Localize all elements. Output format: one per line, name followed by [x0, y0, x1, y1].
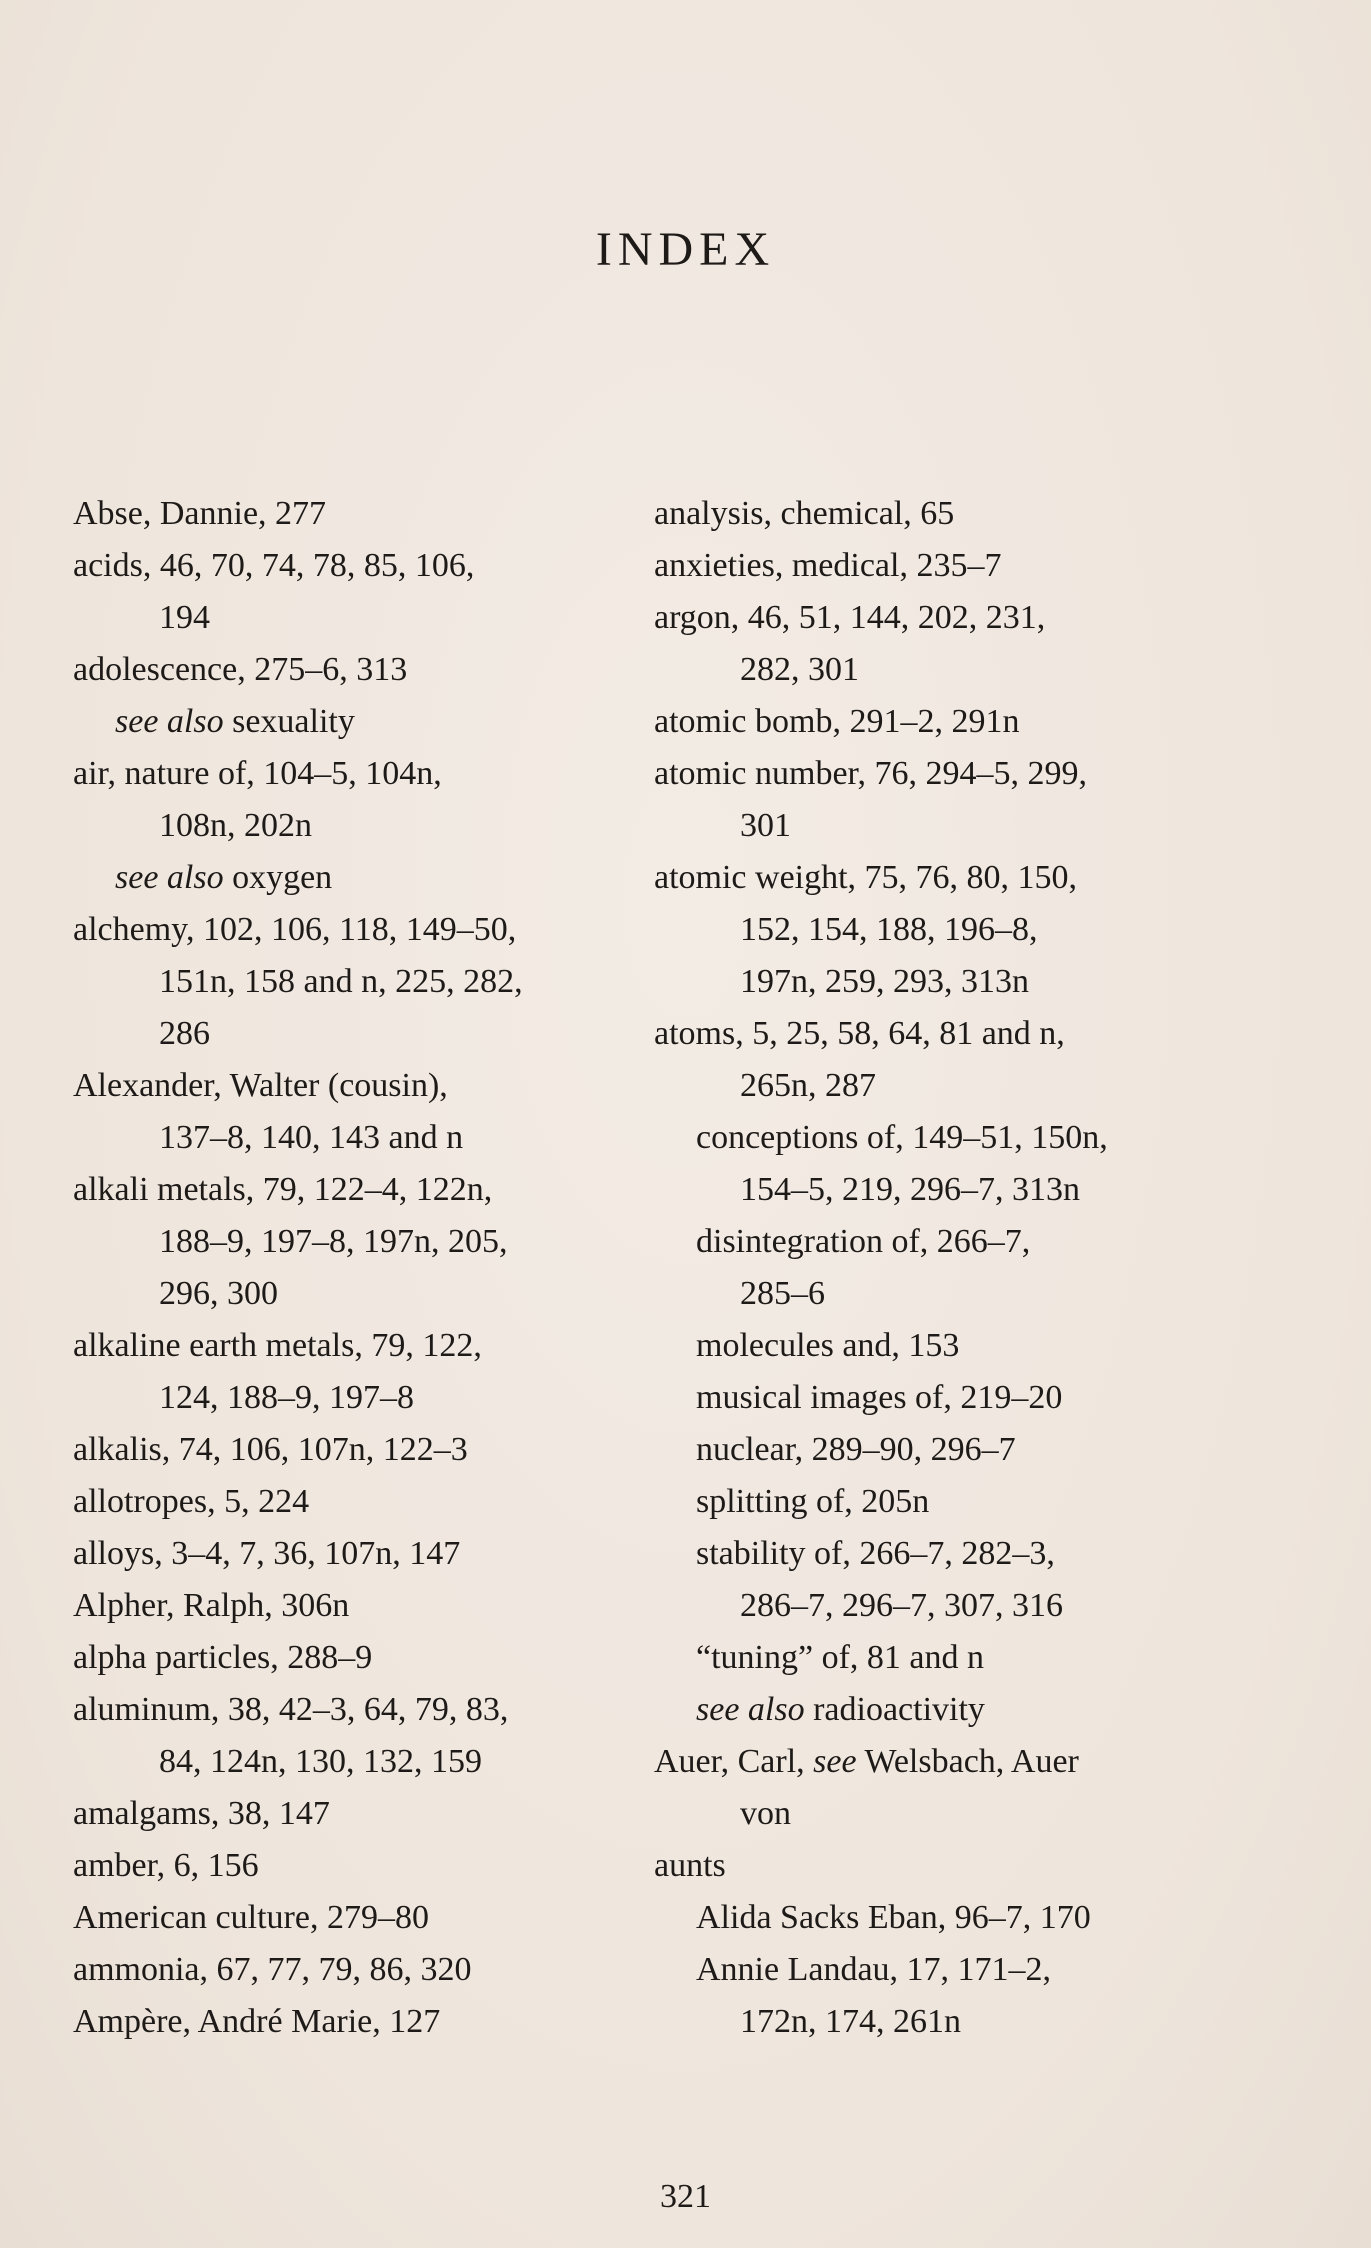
entry-text: American culture, 279–80: [73, 1899, 429, 1936]
index-entry-line: [73, 1996, 653, 2048]
entry-text: 152, 154, 188, 196–8,: [740, 911, 1038, 948]
entry-text: allotropes, 5, 224: [73, 1483, 310, 1520]
entry-text: oxygen: [223, 859, 333, 896]
index-entry-line: [654, 1164, 1294, 1216]
index-entry-line: [654, 592, 1294, 644]
index-entry-line: [73, 1632, 653, 1684]
entry-text: 197n, 259, 293, 313n: [740, 963, 1029, 1000]
entry-text: atomic number, 76, 294–5, 299,: [654, 755, 1088, 792]
index-entry-line: [654, 1372, 1294, 1424]
index-entry-line: [654, 1684, 1294, 1736]
index-entry-line: [73, 592, 653, 644]
entry-text: radioactivity: [804, 1691, 985, 1728]
entry-text: 151n, 158 and n, 225, 282,: [159, 963, 523, 1000]
index-entry-line: [73, 1320, 653, 1372]
index-entry-line: [654, 1788, 1294, 1840]
index-entry-line: [73, 1528, 653, 1580]
index-entry-line: [73, 1684, 653, 1736]
index-entry-line: [654, 488, 1294, 540]
entry-text: Ampère, André Marie, 127: [73, 2003, 441, 2040]
entry-text: conceptions of, 149–51, 150n,: [696, 1119, 1108, 1156]
index-entry-line: [654, 1216, 1294, 1268]
entry-text: aluminum, 38, 42–3, 64, 79, 83,: [73, 1691, 509, 1728]
entry-text: 84, 124n, 130, 132, 159: [159, 1743, 482, 1780]
entry-text: alkali metals, 79, 122–4, 122n,: [73, 1171, 493, 1208]
entry-text: 285–6: [740, 1275, 825, 1312]
index-entry-line: [654, 1268, 1294, 1320]
index-entry-line: [73, 852, 653, 904]
entry-text: atoms, 5, 25, 58, 64, 81 and n,: [654, 1015, 1065, 1052]
index-entry-line: [73, 1944, 653, 1996]
entry-text: 172n, 174, 261n: [740, 2003, 961, 2040]
entry-text: atomic bomb, 291–2, 291n: [654, 703, 1020, 740]
entry-text: 137–8, 140, 143 and n: [159, 1119, 464, 1156]
entry-text: 188–9, 197–8, 197n, 205,: [159, 1223, 508, 1260]
index-entry-line: [73, 1736, 653, 1788]
index-entry-line: [73, 1268, 653, 1320]
index-entry-line: [654, 1840, 1294, 1892]
entry-text: molecules and, 153: [696, 1327, 960, 1364]
entry-text: Abse, Dannie, 277: [73, 495, 327, 532]
index-entry-line: [73, 1164, 653, 1216]
index-entry-line: [654, 1320, 1294, 1372]
entry-text: splitting of, 205n: [696, 1483, 930, 1520]
entry-text: Welsbach, Auer: [856, 1743, 1079, 1780]
entry-text: 108n, 202n: [159, 807, 312, 844]
entry-text: amber, 6, 156: [73, 1847, 259, 1884]
entry-text: 286–7, 296–7, 307, 316: [740, 1587, 1063, 1624]
entry-text: alkaline earth metals, 79, 122,: [73, 1327, 482, 1364]
entry-text: 282, 301: [740, 651, 859, 688]
entry-text: 296, 300: [159, 1275, 278, 1312]
index-entry-line: [73, 696, 653, 748]
index-entry-line: [654, 1424, 1294, 1476]
entry-text: analysis, chemical, 65: [654, 495, 955, 532]
index-column-left: [73, 488, 653, 2048]
entry-text: air, nature of, 104–5, 104n,: [73, 755, 442, 792]
entry-text: stability of, 266–7, 282–3,: [696, 1535, 1055, 1572]
entry-text: Alida Sacks Eban, 96–7, 170: [696, 1899, 1091, 1936]
index-entry-line: [654, 644, 1294, 696]
index-entry-line: [73, 1112, 653, 1164]
cross-reference-label: see also: [115, 859, 224, 896]
entry-text: 124, 188–9, 197–8: [159, 1379, 414, 1416]
index-entry-line: [73, 748, 653, 800]
entry-text: 265n, 287: [740, 1067, 876, 1104]
index-entry-line: [654, 1476, 1294, 1528]
entry-text: Alexander, Walter (cousin),: [73, 1067, 448, 1104]
index-entry-line: [654, 1112, 1294, 1164]
entry-text: acids, 46, 70, 74, 78, 85, 106,: [73, 547, 475, 584]
cross-reference-label: see: [813, 1743, 857, 1780]
entry-text: 301: [740, 807, 791, 844]
index-entry-line: [73, 1008, 653, 1060]
index-entry-line: [654, 1528, 1294, 1580]
page-number: 321: [660, 2178, 711, 2215]
entry-text: alpha particles, 288–9: [73, 1639, 373, 1676]
entry-text: nuclear, 289–90, 296–7: [696, 1431, 1016, 1468]
index-entry-line: [654, 904, 1294, 956]
index-entry-line: [73, 1788, 653, 1840]
index-entry-line: [654, 1944, 1294, 1996]
index-entry-line: [654, 852, 1294, 904]
entry-text: adolescence, 275–6, 313: [73, 651, 408, 688]
index-column-right: [654, 488, 1294, 2048]
entry-text: Alpher, Ralph, 306n: [73, 1587, 350, 1624]
index-entry-line: [654, 1008, 1294, 1060]
entry-text: Annie Landau, 17, 171–2,: [696, 1951, 1052, 1988]
entry-text: anxieties, medical, 235–7: [654, 547, 1002, 584]
index-entry-line: [73, 1892, 653, 1944]
cross-reference-label: see also: [696, 1691, 805, 1728]
entry-text: 286: [159, 1015, 210, 1052]
entry-text: von: [740, 1795, 791, 1832]
entry-text: aunts: [654, 1847, 726, 1884]
entry-text: sexuality: [223, 703, 355, 740]
index-entry-line: [73, 956, 653, 1008]
index-entry-line: [654, 800, 1294, 852]
index-entry-line: [73, 1424, 653, 1476]
index-entry-line: [654, 956, 1294, 1008]
entry-text: Auer, Carl,: [654, 1743, 814, 1780]
index-entry-line: [73, 1372, 653, 1424]
entry-text: disintegration of, 266–7,: [696, 1223, 1031, 1260]
index-entry-line: [73, 644, 653, 696]
index-entry-line: [73, 1216, 653, 1268]
entry-text: amalgams, 38, 147: [73, 1795, 330, 1832]
index-entry-line: [654, 1060, 1294, 1112]
entry-text: musical images of, 219–20: [696, 1379, 1063, 1416]
entry-text: alchemy, 102, 106, 118, 149–50,: [73, 911, 517, 948]
index-entry-line: [654, 748, 1294, 800]
index-entry-line: [654, 1996, 1294, 2048]
entry-text: 154–5, 219, 296–7, 313n: [740, 1171, 1080, 1208]
index-entry-line: [654, 1892, 1294, 1944]
index-entry-line: [73, 1060, 653, 1112]
index-entry-line: [73, 1580, 653, 1632]
entry-text: ammonia, 67, 77, 79, 86, 320: [73, 1951, 472, 1988]
index-entry-line: [73, 540, 653, 592]
entry-text: atomic weight, 75, 76, 80, 150,: [654, 859, 1078, 896]
index-entry-line: [654, 1580, 1294, 1632]
index-entry-line: [654, 1736, 1294, 1788]
index-entry-line: [73, 1476, 653, 1528]
entry-text: “tuning” of, 81 and n: [696, 1639, 984, 1676]
index-entry-line: [654, 540, 1294, 592]
entry-text: alloys, 3–4, 7, 36, 107n, 147: [73, 1535, 461, 1572]
entry-text: 194: [159, 599, 210, 636]
index-entry-line: [73, 904, 653, 956]
index-entry-line: [73, 488, 653, 540]
entry-text: alkalis, 74, 106, 107n, 122–3: [73, 1431, 468, 1468]
index-entry-line: [654, 1632, 1294, 1684]
page-title: INDEX: [595, 223, 776, 276]
cross-reference-label: see also: [115, 703, 224, 740]
index-entry-line: [654, 696, 1294, 748]
index-entry-line: [73, 1840, 653, 1892]
entry-text: argon, 46, 51, 144, 202, 231,: [654, 599, 1046, 636]
index-entry-line: [73, 800, 653, 852]
